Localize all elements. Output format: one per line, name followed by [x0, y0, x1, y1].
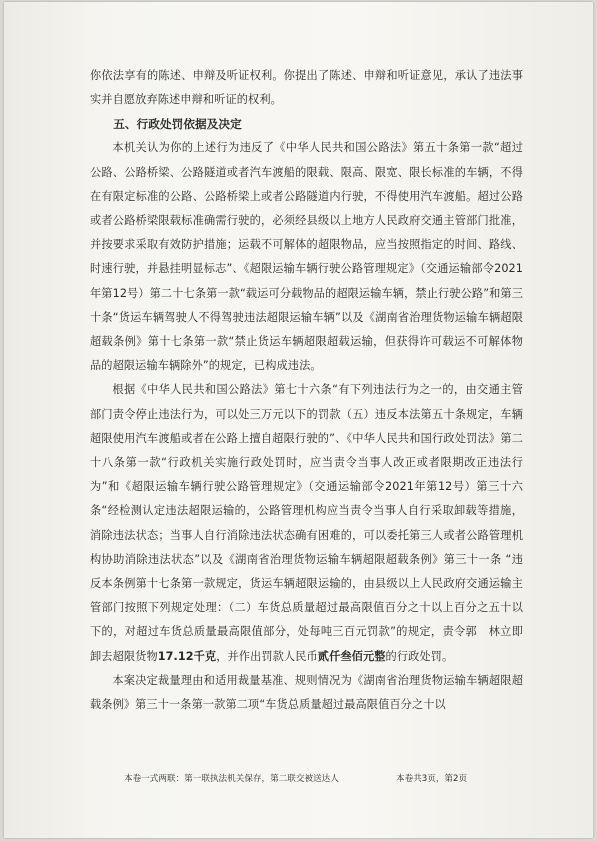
decision-text: 根据《中华人民共和国公路法》第七十六条“有下列违法行为之一的，由交通主管部门责令停止违法行为，可以处三万元以下的罚款（五）违反本法第五十条规定，车辆超限使用汽车渡船或者在公路上擅自超限行驶的”、《中华人民共和国行政处罚法》第二十八条第一款“行政机关实施行政处罚时，应当责令当事人改正或者限期改正违法行为”和《超限运输车辆行驶公路管理规定》（交通运输部令2021年第12号）第三十六条“经检测认定违法超限运输的，公路管理机构应当责令当事人自行采取卸载等措施，消除违法状态；当事人自行消除违法状态确有困难的，可以委托第三人或者公路管理机构协助消除违法状态”以及《湖南省治理货物运输车辆超限超载条例》第三十一条 “违反本条例第十七条第一款规定，货运车辆超限运输的，由县级以上人民政府交通运输主管部门按照下列规定处理：（二）车货总质量超过最高限值百分之十以上百分之五十以下的，对超过车货总质量最高限值部分，处每吨三百元罚款”的规定，责令郭 林立即卸去超限货物 — [90, 383, 523, 663]
overload-weight: 17.12千克 — [157, 649, 217, 663]
fine-amount: 贰仟叁佰元整 — [317, 649, 386, 663]
footer-page-info: 本卷共3页，第2页 — [396, 774, 468, 784]
paragraph-discretion: 本案决定裁量理由和适用裁量基准、规则情况为《湖南省治理货物运输车辆超限超载条例》第三十一条第一款第二项“车货总质量超过最高限值百分之十以 — [90, 673, 523, 712]
paragraph-decision — [90, 378, 523, 668]
paragraph-legal-basis: 本机关认为你的上述行为违反了《中华人民共和国公路法》第五十条第一款“超过公路、公路桥梁、公路隧道或者汽车渡船的限载、限高、限宽、限长标准的车辆，不得在有限定标准的公路、公路桥梁上或者公路隧道内行驶，不得使用汽车渡船。超过公路或者公路桥梁限载标准确需行驶的，必须经县级以上地方人民政府交通主管部门批准，并按要求采取有效防护措施；运载不可解体的超限物品，应当按照指定的时间、路线、时速行驶，并悬挂明显标志”、《超限运输车辆行驶公路管理规定》（交通运输部令2021年第12号）第二十七条第一款“载运可分载物品的超限运输车辆，禁止行驶公路”和第三十条“货运车辆驾驶人不得驾驶违法超限运输车辆”以及《湖南省治理货物运输车辆超限超载条例》第十七条第一款“禁止货运车辆超限超载运输，但获得许可载运不可解体物品的超限运输车辆除外”的规定，已构成违法。 — [90, 141, 523, 373]
decision-text-end: 的行政处罚。 — [385, 649, 454, 663]
paragraph-rights: 你依法享有的陈述、申辩及听证权利。你提出了陈述、申辩和听证意见，承认了违法事实并自愿放弃陈述申辩和听证的权利。 — [90, 69, 523, 107]
decision-text-mid: ，并作出罚款人民币 — [216, 649, 318, 663]
document-page — [4, 2, 593, 838]
footer-copies-note: 本卷一式两联：第一联执法机关保存，第二联交被送达人 — [124, 774, 339, 784]
document-body — [90, 64, 523, 717]
section-heading: 五、行政处罚依据及决定 — [113, 117, 242, 132]
